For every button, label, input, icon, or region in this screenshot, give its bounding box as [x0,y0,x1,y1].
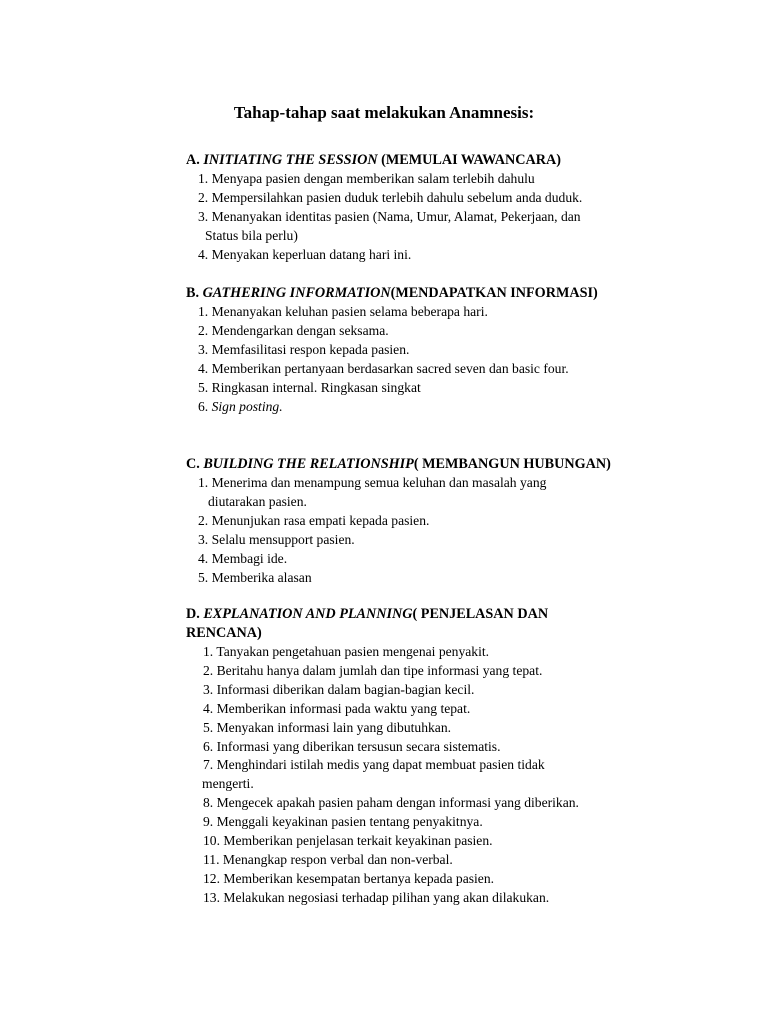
list-item: 4. Memberikan pertanyaan berdasarkan sacred seven dan basic four. [198,360,569,376]
list-item: 3. Memfasilitasi respon kepada pasien. [198,341,410,357]
section-title-en: INITIATING THE SESSION [203,152,378,168]
list-item: 2. Menunjukan rasa empati kepada pasien. [198,512,430,528]
list-item: 12. Memberikan kesempatan bertanya kepada pasien. [203,870,495,886]
step-list [186,303,656,416]
list-item: 4. Menyakan keperluan datang hari ini. [198,246,412,262]
list-item: 5. Ringkasan internal. Ringkasan singkat [198,379,421,395]
section-b [186,284,656,416]
list-item: 3. Selalu mensupport pasien. [198,531,355,547]
list-item: 1. Menerima dan menampung semua keluhan dan masalah yang [198,475,547,490]
section-title-id: (MENDAPATKAN INFORMASI) [390,285,598,301]
list-item: 1. Tanyakan pengetahuan pasien mengenai penyakit. [203,644,490,659]
list-item: 3. Menanyakan identitas pasien (Nama, Umur, Alamat, Pekerjaan, dan [198,208,581,224]
section-title-en: GATHERING INFORMATION [202,285,391,301]
section-heading [186,151,656,170]
list-item: 5. Memberika alasan [198,569,312,585]
list-item: 2. Mempersilahkan pasien duduk terlebih dahulu sebelum anda duduk. [198,189,583,205]
list-item: 10. Memberikan penjelasan terkait keyakinan pasien. [203,833,493,849]
list-item-continuation: Status bila perlu) [205,227,298,243]
section-d [186,605,656,908]
list-item: 1. Menanyakan keluhan pasien selama beberapa hari. [198,304,488,319]
section-c [186,455,656,587]
list-item: 5. Menyakan informasi lain yang dibutuhkan. [203,719,452,735]
section-letter: D. [186,606,200,622]
page-title: Tahap-tahap saat melakukan Anamnesis: [233,103,535,122]
step-list [186,643,656,908]
section-letter: A. [186,152,200,168]
section-heading [186,284,656,303]
section-title-id: ( PENJELASAN DAN [412,606,549,622]
section-title-en: BUILDING THE RELATIONSHIP [203,456,414,472]
section-title-id: (MEMULAI WAWANCARA) [377,152,561,168]
section-heading [186,605,656,643]
section-title-id: ( MEMBANGUN HUBUNGAN) [413,456,611,472]
section-letter: B. [186,285,200,301]
sign-posting-text: Sign posting. [211,398,283,414]
list-item-continuation: diutarakan pasien. [208,493,307,509]
list-item: 1. Menyapa pasien dengan memberikan salam terlebih dahulu [198,171,535,186]
list-item: 11. Menangkap respon verbal dan non-verbal. [203,851,453,867]
list-item: 13. Melakukan negosiasi terhadap pilihan yang akan dilakukan. [203,889,550,905]
list-item-continuation: mengerti. [202,776,254,792]
section-title-en: EXPLANATION AND PLANNING [203,606,413,622]
list-item: 4. Membagi ide. [198,550,288,566]
list-item: 2. Mendengarkan dengan seksama. [198,322,389,338]
list-item: 3. Informasi diberikan dalam bagian-bagian kecil. [203,681,475,697]
list-item: 6. Informasi yang diberikan tersusun secara sistematis. [203,738,501,754]
section-a [186,151,656,265]
section-heading [186,455,656,474]
list-item: 4. Memberikan informasi pada waktu yang tepat. [203,700,471,716]
step-list [186,170,656,265]
list-item: 8. Mengecek apakah pasien paham dengan informasi yang diberikan. [203,795,579,811]
list-item: 2. Beritahu hanya dalam jumlah dan tipe informasi yang tepat. [203,662,543,678]
list-item [186,398,656,417]
list-number: 6. [198,398,209,414]
section-letter: C. [186,456,200,472]
step-list [186,474,656,587]
list-item: 7. Menghindari istilah medis yang dapat membuat pasien tidak [203,757,545,773]
list-item: 9. Menggali keyakinan pasien tentang penyakitnya. [203,814,483,830]
section-title-id-line2: RENCANA) [186,625,262,641]
